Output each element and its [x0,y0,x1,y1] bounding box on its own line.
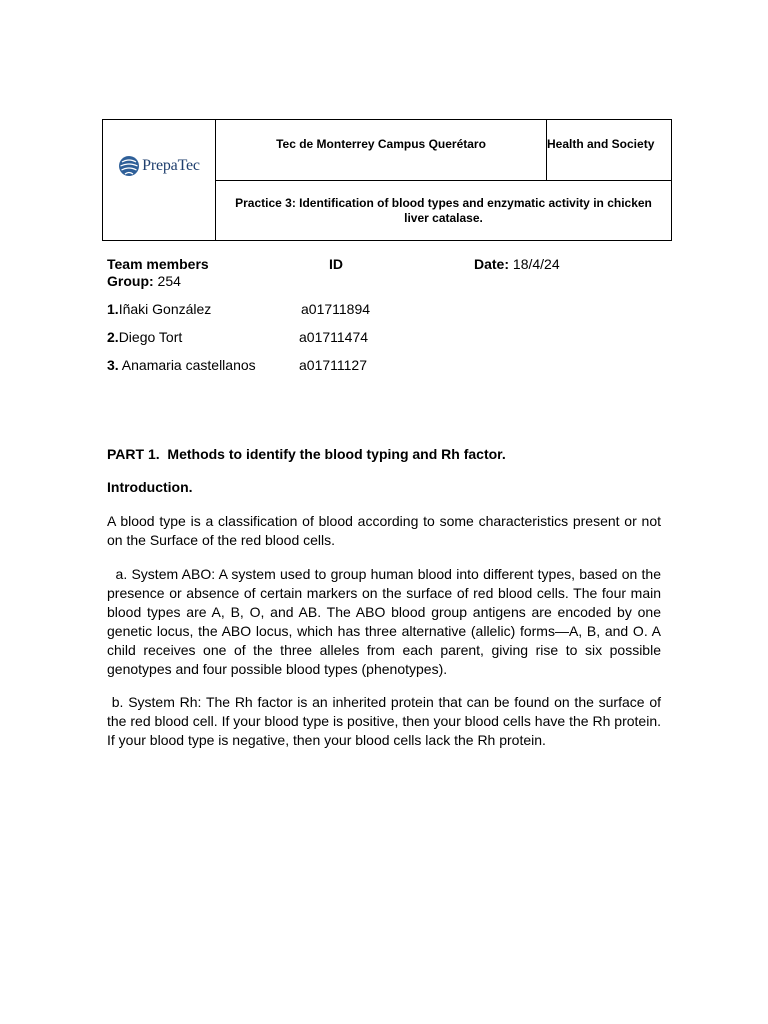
member-row [107,329,182,345]
member-number: 2. [107,329,119,345]
logo-cell [103,120,216,240]
team-members-label: Team members [107,256,209,272]
member-number: 3. [107,357,119,373]
paragraph-blood-type: A blood type is a classification of blood according to some characteristics present or not on the Surface of the red blood cells. [107,513,661,548]
part1-heading: PART 1. Methods to identify the blood typing and Rh factor. [107,446,506,462]
group-value: 254 [157,273,181,289]
id-label: ID [329,256,343,272]
paragraph-abo-system: a. System ABO: A system used to group human blood into different types, based on the presence or absence of certain markers on the surface of red blood cells. The four main blood types are A, B, O, and AB. The ABO blood group antigens are encoded by one genetic locus, the ABO locus, which has three alternative (allelic) forms—A, B, and O. A child receives one of the three alleles from each parent, giving rise to six possible genotypes and four possible blood types (phenotypes). [107,566,665,677]
member-id: a01711127 [299,357,367,373]
logo-text: PrepaTec [142,157,200,174]
group-field [107,273,181,289]
member-name: Diego Tort [118,329,183,345]
practice-title: Practice 3: Identification of blood types and enzymatic activity in chicken liver catalase. [235,196,652,225]
member-row [107,301,211,317]
date-field [474,256,560,272]
globe-icon [118,155,140,177]
member-row [107,357,256,373]
date-label: Date: [474,256,510,272]
course-name: Health and Society [547,137,655,151]
member-name: Anamaria castellanos [118,357,256,373]
date-value: 18/4/24 [512,256,560,272]
group-label: Group: [107,273,154,289]
paragraph-rh-system: b. System Rh: The Rh factor is an inherited protein that can be found on the surface of the red blood cell. If your blood type is positive, then your blood cells have the Rh protein. If your blood type is negative, then your blood cells lack the Rh protein. [107,694,665,748]
intro-heading: Introduction. [107,479,193,495]
member-number: 1. [107,301,119,317]
member-id: a01711474 [299,329,369,345]
school-name: Tec de Monterrey Campus Querétaro [216,120,547,180]
header-table [102,119,672,241]
prepatec-logo [118,155,200,177]
member-id: a01711894 [301,301,371,317]
member-name: Iñaki González [118,301,212,317]
header-top-row [216,120,671,181]
